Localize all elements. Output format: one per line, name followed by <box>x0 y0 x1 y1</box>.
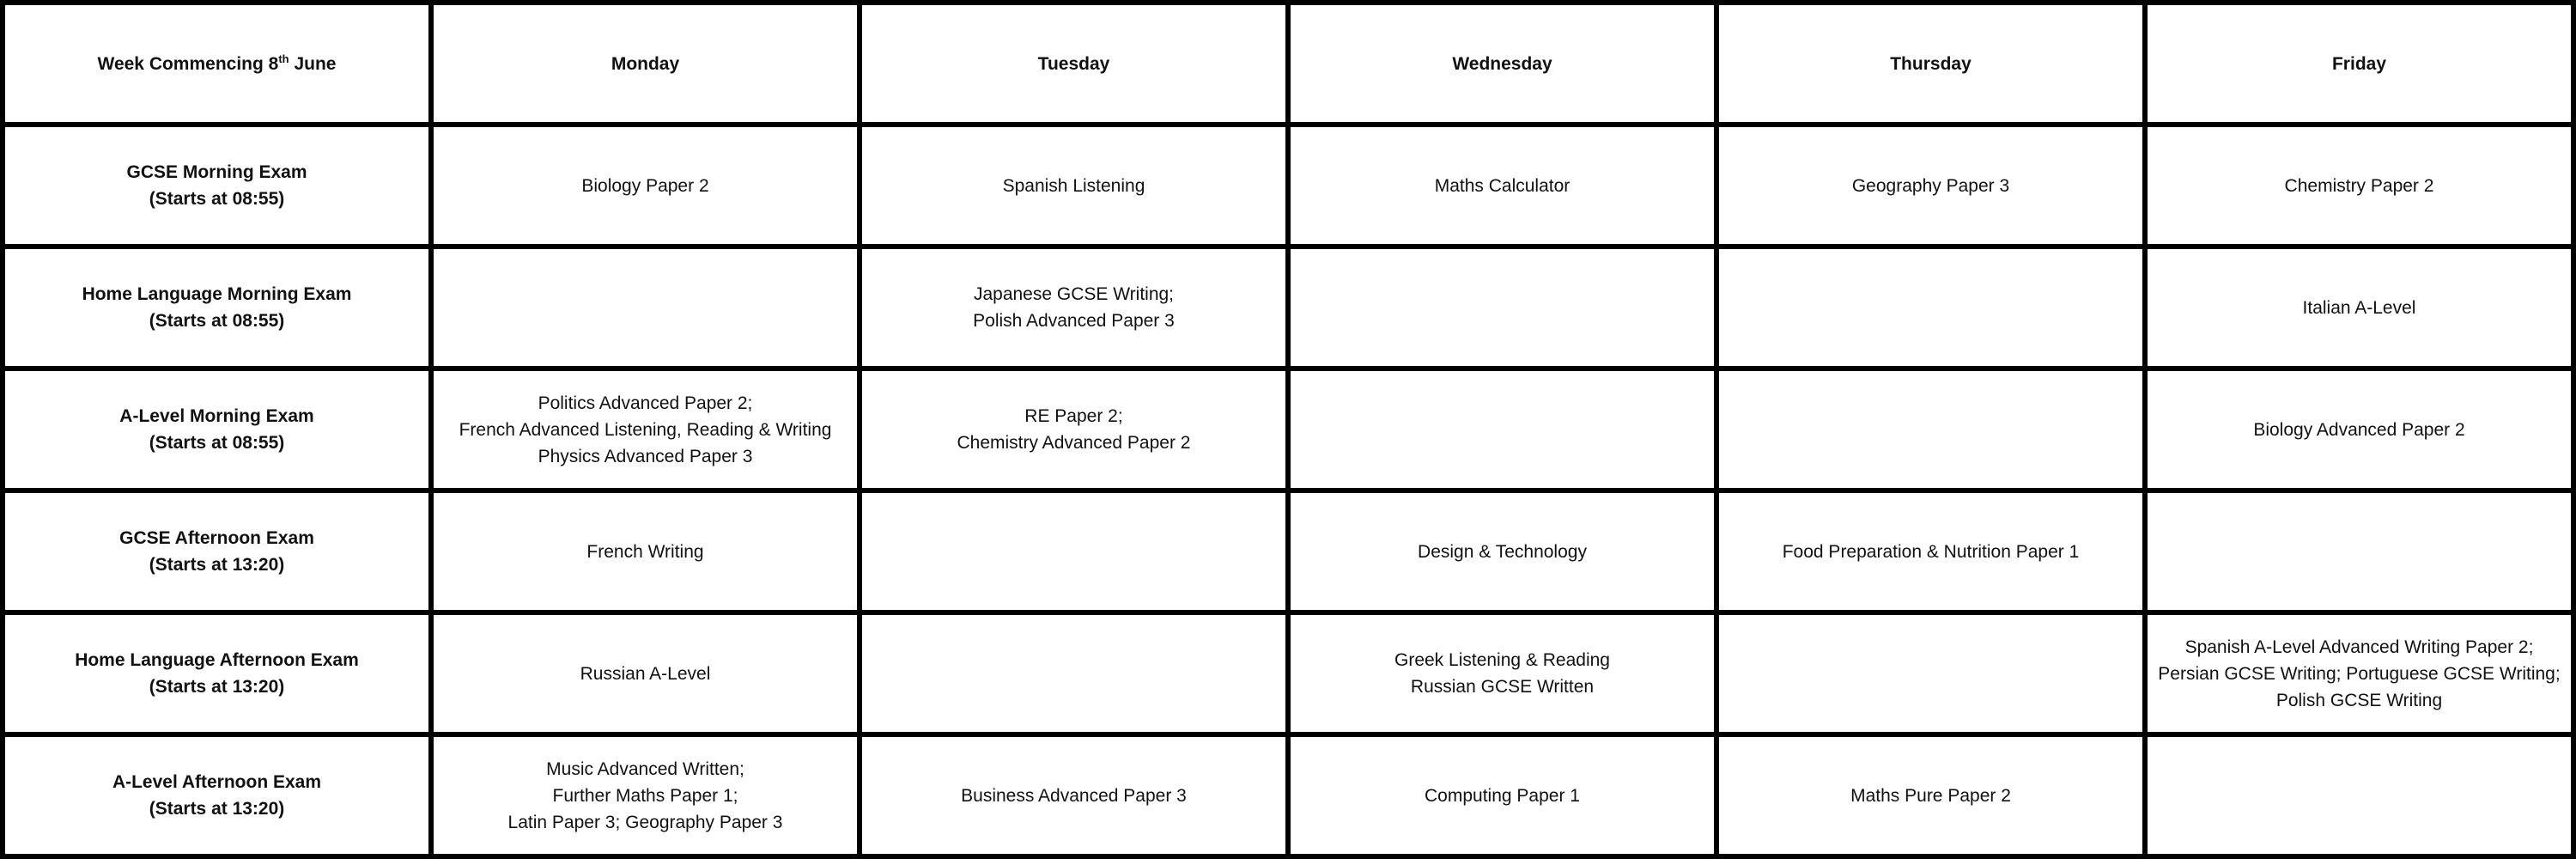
exam-cell <box>434 493 857 610</box>
day-header-cell-tuesday <box>862 5 1285 122</box>
day-header-cell-thursday <box>1719 5 2142 122</box>
row-header-cell <box>5 615 428 732</box>
exam-line: Maths Calculator <box>1434 175 1571 196</box>
exam-cell <box>862 493 1285 610</box>
exam-cell <box>1291 737 1714 854</box>
exam-cell <box>434 249 857 366</box>
day-header-label: Friday <box>2331 53 2387 74</box>
week-label-superscript: th <box>278 52 289 65</box>
week-commencing-header-cell <box>5 5 428 122</box>
exam-cell <box>2148 737 2571 854</box>
exam-cell <box>2148 615 2571 732</box>
exam-cell <box>862 371 1285 488</box>
exam-line: French Writing <box>586 541 704 562</box>
exam-cell <box>1719 493 2142 610</box>
week-label-prefix: Week Commencing 8 <box>97 53 279 74</box>
row-header-cell <box>5 737 428 854</box>
exam-line: Politics Advanced Paper 2; <box>538 393 753 413</box>
exam-line: Spanish Listening <box>1002 175 1145 196</box>
week-label-suffix: June <box>289 53 337 74</box>
day-header-label: Monday <box>611 53 680 74</box>
day-header-cell-monday <box>434 5 857 122</box>
exam-cell <box>1291 127 1714 244</box>
exam-line: Latin Paper 3; Geography Paper 3 <box>507 812 783 832</box>
week-commencing-label <box>98 51 337 77</box>
row-header-cell <box>5 127 428 244</box>
row-header-cell <box>5 249 428 366</box>
exam-line: Polish GCSE Writing <box>2275 690 2443 710</box>
exam-line: Russian A-Level <box>580 663 711 684</box>
exam-line: Chemistry Advanced Paper 2 <box>957 433 1191 453</box>
row-header-line: (Starts at 13:20) <box>149 555 285 575</box>
exam-cell <box>1291 371 1714 488</box>
exam-line: Russian GCSE Written <box>1410 677 1595 697</box>
row-header-line: GCSE Afternoon Exam <box>119 528 314 548</box>
exam-line: RE Paper 2; <box>1024 406 1123 426</box>
row-header-line: A-Level Afternoon Exam <box>112 772 322 792</box>
exam-cell <box>1719 371 2142 488</box>
exam-cell <box>1291 493 1714 610</box>
exam-cell <box>2148 371 2571 488</box>
exam-cell <box>862 127 1285 244</box>
exam-cell <box>1719 615 2142 732</box>
exam-cell <box>862 249 1285 366</box>
exam-line: Further Maths Paper 1; <box>552 785 738 806</box>
exam-line: Greek Listening & Reading <box>1394 650 1610 670</box>
row-header-cell <box>5 371 428 488</box>
exam-cell <box>434 737 857 854</box>
row-header-line: A-Level Morning Exam <box>119 406 314 426</box>
exam-cell <box>862 615 1285 732</box>
exam-line: Italian A-Level <box>2302 297 2416 318</box>
exam-cell <box>2148 493 2571 610</box>
exam-line: Polish Advanced Paper 3 <box>973 311 1175 331</box>
exam-line: Biology Advanced Paper 2 <box>2253 419 2465 440</box>
exam-line: Design & Technology <box>1418 541 1587 562</box>
exam-cell <box>1719 127 2142 244</box>
exam-line: Geography Paper 3 <box>1851 175 2010 196</box>
exam-cell <box>1719 249 2142 366</box>
row-header-cell <box>5 493 428 610</box>
exam-cell <box>434 371 857 488</box>
exam-cell <box>862 737 1285 854</box>
exam-line: Computing Paper 1 <box>1425 785 1580 806</box>
day-header-label: Tuesday <box>1037 53 1110 74</box>
exam-cell <box>434 615 857 732</box>
exam-line: Persian GCSE Writing; Portuguese GCSE Writing; <box>2158 663 2561 684</box>
exam-cell <box>2148 249 2571 366</box>
exam-line: Music Advanced Written; <box>546 758 744 779</box>
exam-cell <box>1719 737 2142 854</box>
exam-line: Business Advanced Paper 3 <box>961 785 1187 806</box>
exam-line: Food Preparation & Nutrition Paper 1 <box>1782 541 2080 562</box>
day-header-label: Thursday <box>1890 53 1971 74</box>
exam-line: Physics Advanced Paper 3 <box>538 446 753 466</box>
exam-line: French Advanced Listening, Reading & Writing <box>459 419 832 440</box>
row-header-line: (Starts at 13:20) <box>149 799 285 819</box>
exam-cell <box>2148 127 2571 244</box>
exam-line: Maths Pure Paper 2 <box>1850 785 2011 806</box>
row-header-line: Home Language Morning Exam <box>82 284 352 304</box>
exam-cell <box>1291 249 1714 366</box>
day-header-label: Wednesday <box>1452 53 1552 74</box>
exam-cell <box>434 127 857 244</box>
exam-cell <box>1291 615 1714 732</box>
row-header-line: (Starts at 08:55) <box>149 433 285 453</box>
exam-line: Spanish A-Level Advanced Writing Paper 2; <box>2184 637 2534 657</box>
row-header-line: Home Language Afternoon Exam <box>75 650 359 670</box>
row-header-line: (Starts at 08:55) <box>149 311 285 331</box>
exam-line: Chemistry Paper 2 <box>2284 175 2434 196</box>
exam-line: Biology Paper 2 <box>581 175 709 196</box>
day-header-cell-wednesday <box>1291 5 1714 122</box>
day-header-cell-friday <box>2148 5 2571 122</box>
row-header-line: (Starts at 08:55) <box>149 189 285 209</box>
exam-line: Japanese GCSE Writing; <box>973 284 1175 304</box>
row-header-line: GCSE Morning Exam <box>126 162 307 182</box>
row-header-line: (Starts at 13:20) <box>149 677 285 697</box>
